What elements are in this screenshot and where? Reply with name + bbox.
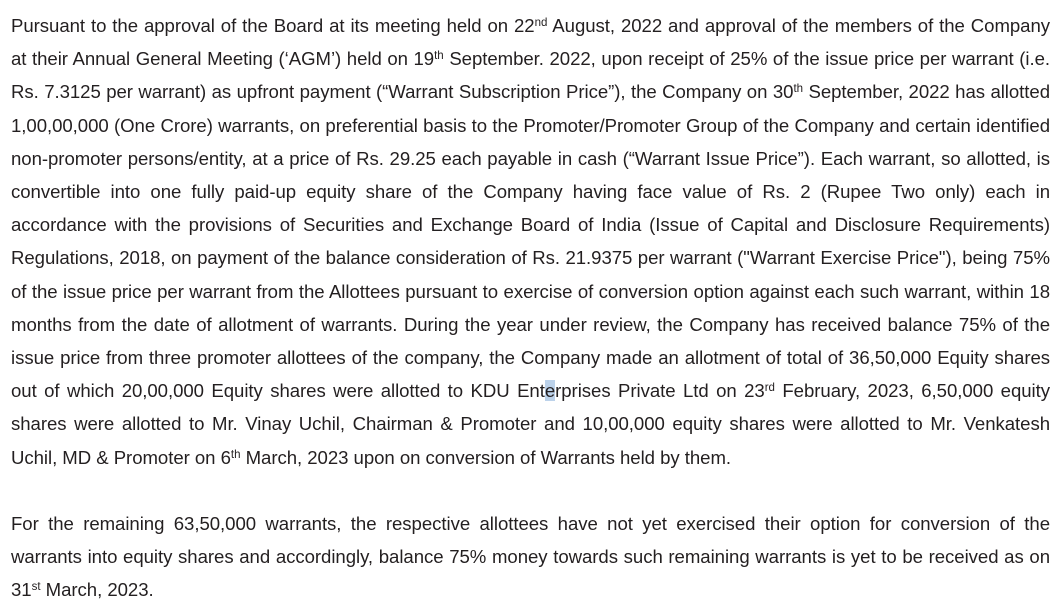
ordinal-suffix: st bbox=[31, 581, 41, 594]
text-selection-highlight[interactable]: e bbox=[544, 380, 556, 402]
warrants-allotment-paragraph: Pursuant to the approval of the Board at its meeting held on 22nd August, 2022 and approval of the members of the Company at their Annual General Meeting (‘AGM’) held on 19th September. 2022, upon receipt of 25% of the issue price per warrant (i.e. Rs. 7.3125 per warrant) as upfront payment (“Warrant Subscription Price”), the Company on 30th September, 2022 has allotted 1,00,00,000 (One Crore) warrants, on preferential basis to the Promoter/Promoter Group of the Company and certain identified non-promoter persons/entity, at a price of Rs. 29.25 each payable in cash (“Warrant Issue Price”). Each warrant, so allotted, is convertible into one fully paid-up equity share of the Company having face value of Rs. 2 (Rupee Two only) each in accordance with the provisions of Securities and Exchange Board of India (Issue of Capital and Disclosure Requirements) Regulations, 2018, on payment of the balance consideration of Rs. 21.9375 per warrant ("Warrant Exercise Price"), being 75% of the issue price per warrant from the Allottees pursuant to exercise of conversion option against each such warrant, within 18 months from the date of allotment of warrants. During the year under review, the Company has received balance 75% of the issue price from three promoter allottees of the company, the Company made an allotment of total of 36,50,000 Equity shares out of which 20,00,000 Equity shares were allotted to KDU Enterprises Private Ltd on 23rd February, 2023, 6,50,000 equity shares were allotted to Mr. Vinay Uchil, Chairman & Promoter and 10,00,000 equity shares were allotted to Mr. Venkatesh Uchil, MD & Promoter on 6th March, 2023 upon on conversion of Warrants held by them. bbox=[11, 15, 1051, 468]
ordinal-suffix: nd bbox=[534, 17, 548, 30]
remaining-warrants-paragraph: For the remaining 63,50,000 warrants, the respective allottees have not yet exercised their option for conversion of the warrants into equity shares and accordingly, balance 75% money towards such remaining warrants is yet to be received as on 31st March, 2023. bbox=[11, 512, 1050, 601]
ordinal-suffix: th bbox=[793, 83, 804, 96]
ordinal-suffix: th bbox=[434, 50, 444, 63]
ordinal-suffix: rd bbox=[764, 382, 775, 395]
ordinal-suffix: th bbox=[230, 448, 241, 461]
document-body-text bbox=[11, 9, 1050, 606]
